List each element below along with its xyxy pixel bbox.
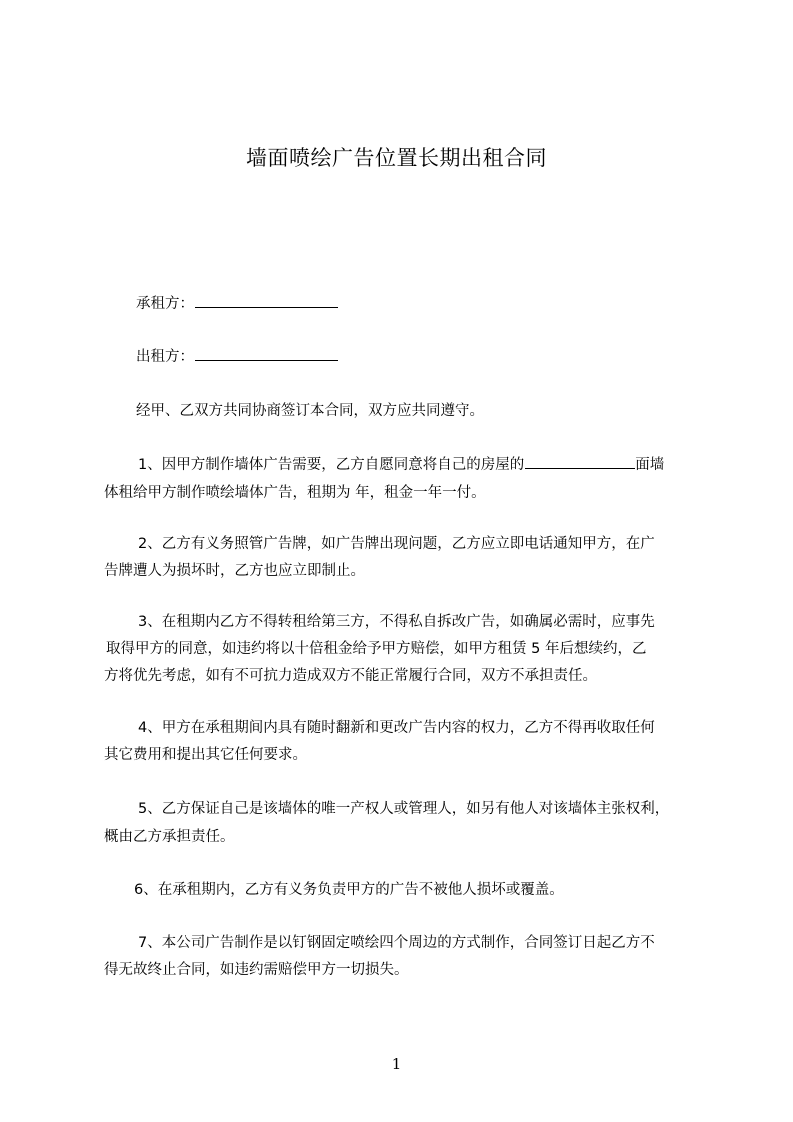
clause-2-line-2: 告牌遭人为损坏时，乙方也应立即制止。 — [104, 563, 365, 579]
clause-7-line-2: 得无故终止合同，如违约需赔偿甲方一切损失。 — [104, 962, 409, 978]
clause-5-line-2: 概由乙方承担责任。 — [104, 829, 235, 845]
clause-3-line-1: 3、在租期内乙方不得转租给第三方，不得私自拆改广告，如确属必需时，应事先 — [138, 614, 655, 630]
party-a-blank — [195, 293, 338, 308]
party-a-label: 承租方： — [136, 296, 194, 312]
clause-1-text-post: 面墙 — [635, 457, 665, 473]
clause-3-line-2: 取得甲方的同意，如违约将以十倍租金给予甲方赔偿，如甲方租赁 5 年后想续约，乙 — [106, 641, 647, 657]
document-title: 墙面喷绘广告位置长期出租合同 — [246, 146, 547, 170]
party-b-line — [136, 345, 756, 366]
clause-1-blank — [525, 454, 635, 469]
clause-4-line-1: 4、甲方在承租期间内具有随时翻新和更改广告内容的权力，乙方不得再收取任何 — [138, 720, 655, 736]
clause-5-line-1: 5、乙方保证自己是该墙体的唯一产权人或管理人，如另有他人对该墙体主张权利， — [138, 801, 670, 817]
party-a-line — [136, 292, 756, 313]
clause-1-line-2: 体租给甲方制作喷绘墙体广告，租期为 年，租金一年一付。 — [104, 485, 486, 501]
clause-1-line-1 — [138, 453, 758, 474]
clause-6-line-1: 6、在承租期内，乙方有义务负责甲方的广告不被他人损坏或覆盖。 — [134, 882, 564, 898]
clause-3-line-3: 方将优先考虑，如有不可抗力造成双方不能正常履行合同，双方不承担责任。 — [104, 668, 597, 684]
intro-paragraph: 经甲、乙双方共同协商签订本合同，双方应共同遵守。 — [136, 403, 484, 419]
clause-4-line-2: 其它费用和提出其它任何要求。 — [104, 747, 307, 763]
clause-2-line-1: 2、乙方有义务照管广告牌，如广告牌出现问题，乙方应立即电话通知甲方，在广 — [138, 536, 655, 552]
party-b-blank — [195, 346, 338, 361]
clause-1-text-pre: 1、因甲方制作墙体广告需要，乙方自愿同意将自己的房屋的 — [138, 457, 525, 473]
party-b-label: 出租方： — [136, 349, 194, 365]
clause-7-line-1: 7、本公司广告制作是以钉钢固定喷绘四个周边的方式制作，合同签订日起乙方不 — [138, 935, 655, 951]
page-number: 1 — [391, 1055, 402, 1073]
